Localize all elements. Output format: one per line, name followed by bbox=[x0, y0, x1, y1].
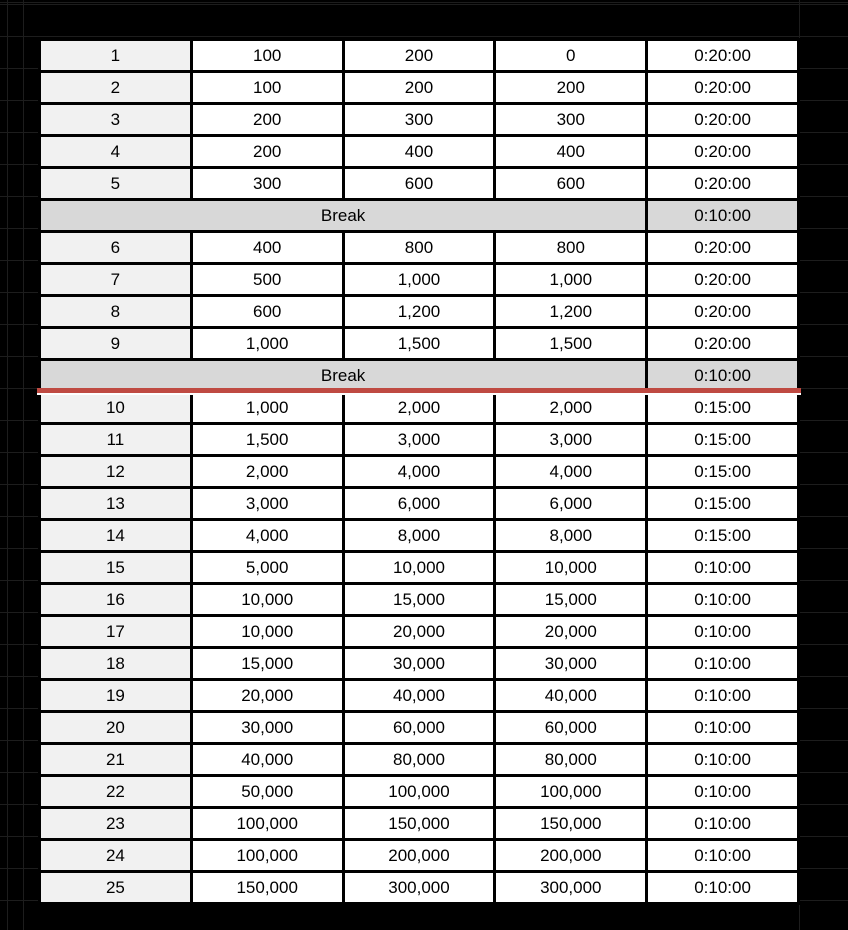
ante-cell[interactable]: 15,000 bbox=[495, 584, 647, 616]
big-blind-cell[interactable]: 300,000 bbox=[343, 872, 495, 904]
ante-cell[interactable]: 40,000 bbox=[495, 680, 647, 712]
background-gridline bbox=[23, 0, 24, 930]
small-blind-cell[interactable]: 10,000 bbox=[191, 616, 343, 648]
ante-cell[interactable]: 80,000 bbox=[495, 744, 647, 776]
duration-cell[interactable]: 0:10:00 bbox=[647, 712, 799, 744]
level-cell[interactable]: 1 bbox=[40, 40, 192, 72]
level-cell[interactable]: 15 bbox=[40, 552, 192, 584]
big-blind-cell[interactable]: 3,000 bbox=[343, 424, 495, 456]
duration-cell[interactable]: 0:10:00 bbox=[647, 840, 799, 872]
level-row bbox=[40, 808, 799, 840]
level-cell[interactable]: 13 bbox=[40, 488, 192, 520]
big-blind-cell[interactable]: 20,000 bbox=[343, 616, 495, 648]
small-blind-cell[interactable]: 150,000 bbox=[191, 872, 343, 904]
big-blind-cell[interactable]: 800 bbox=[343, 232, 495, 264]
level-row bbox=[40, 488, 799, 520]
duration-cell[interactable]: 0:10:00 bbox=[647, 616, 799, 648]
small-blind-cell[interactable]: 200 bbox=[191, 104, 343, 136]
duration-cell[interactable]: 0:15:00 bbox=[647, 424, 799, 456]
small-blind-cell[interactable]: 200 bbox=[191, 136, 343, 168]
duration-cell[interactable]: 0:20:00 bbox=[647, 296, 799, 328]
small-blind-cell[interactable]: 50,000 bbox=[191, 776, 343, 808]
level-row bbox=[40, 744, 799, 776]
small-blind-cell[interactable]: 10,000 bbox=[191, 584, 343, 616]
level-row bbox=[40, 616, 799, 648]
ante-cell[interactable]: 150,000 bbox=[495, 808, 647, 840]
duration-cell[interactable]: 0:10:00 bbox=[647, 552, 799, 584]
level-cell[interactable]: 23 bbox=[40, 808, 192, 840]
ante-cell[interactable]: 2,000 bbox=[495, 392, 647, 424]
duration-cell[interactable]: 0:20:00 bbox=[647, 136, 799, 168]
ante-cell[interactable]: 1,500 bbox=[495, 328, 647, 360]
small-blind-cell[interactable]: 400 bbox=[191, 232, 343, 264]
break-row bbox=[40, 360, 799, 392]
duration-cell[interactable]: 0:20:00 bbox=[647, 328, 799, 360]
level-cell[interactable]: 6 bbox=[40, 232, 192, 264]
level-cell[interactable]: 20 bbox=[40, 712, 192, 744]
small-blind-cell[interactable]: 40,000 bbox=[191, 744, 343, 776]
small-blind-cell[interactable]: 500 bbox=[191, 264, 343, 296]
background-gridline bbox=[7, 0, 8, 930]
break-duration-cell[interactable]: 0:10:00 bbox=[647, 200, 799, 232]
ante-cell[interactable]: 100,000 bbox=[495, 776, 647, 808]
duration-cell[interactable]: 0:20:00 bbox=[647, 40, 799, 72]
small-blind-cell[interactable]: 100 bbox=[191, 40, 343, 72]
big-blind-cell[interactable]: 1,200 bbox=[343, 296, 495, 328]
duration-cell[interactable]: 0:15:00 bbox=[647, 488, 799, 520]
level-cell[interactable]: 2 bbox=[40, 72, 192, 104]
level-row bbox=[40, 328, 799, 360]
ante-cell[interactable]: 8,000 bbox=[495, 520, 647, 552]
small-blind-cell[interactable]: 600 bbox=[191, 296, 343, 328]
small-blind-cell[interactable]: 5,000 bbox=[191, 552, 343, 584]
ante-cell[interactable]: 6,000 bbox=[495, 488, 647, 520]
ante-cell[interactable]: 1,200 bbox=[495, 296, 647, 328]
level-row bbox=[40, 456, 799, 488]
small-blind-cell[interactable]: 30,000 bbox=[191, 712, 343, 744]
small-blind-cell[interactable]: 4,000 bbox=[191, 520, 343, 552]
level-row bbox=[40, 264, 799, 296]
duration-cell[interactable]: 0:15:00 bbox=[647, 392, 799, 424]
ante-cell[interactable]: 10,000 bbox=[495, 552, 647, 584]
ante-cell[interactable]: 1,000 bbox=[495, 264, 647, 296]
big-blind-cell[interactable]: 60,000 bbox=[343, 712, 495, 744]
level-row bbox=[40, 424, 799, 456]
duration-cell[interactable]: 0:20:00 bbox=[647, 72, 799, 104]
level-cell[interactable]: 10 bbox=[40, 392, 192, 424]
ante-cell[interactable]: 400 bbox=[495, 136, 647, 168]
level-row bbox=[40, 840, 799, 872]
small-blind-cell[interactable]: 15,000 bbox=[191, 648, 343, 680]
big-blind-cell[interactable]: 400 bbox=[343, 136, 495, 168]
ante-cell[interactable]: 200 bbox=[495, 72, 647, 104]
duration-cell[interactable]: 0:10:00 bbox=[647, 744, 799, 776]
level-row bbox=[40, 520, 799, 552]
level-cell[interactable]: 9 bbox=[40, 328, 192, 360]
small-blind-cell[interactable]: 300 bbox=[191, 168, 343, 200]
level-cell[interactable]: 14 bbox=[40, 520, 192, 552]
duration-cell[interactable]: 0:10:00 bbox=[647, 584, 799, 616]
level-cell[interactable]: 4 bbox=[40, 136, 192, 168]
level-cell[interactable]: 24 bbox=[40, 840, 192, 872]
current-level-marker-line bbox=[37, 388, 801, 395]
big-blind-cell[interactable]: 1,500 bbox=[343, 328, 495, 360]
level-cell[interactable]: 22 bbox=[40, 776, 192, 808]
big-blind-cell[interactable]: 200 bbox=[343, 40, 495, 72]
big-blind-cell[interactable]: 10,000 bbox=[343, 552, 495, 584]
duration-cell[interactable]: 0:20:00 bbox=[647, 104, 799, 136]
break-row bbox=[40, 200, 799, 232]
small-blind-cell[interactable]: 1,500 bbox=[191, 424, 343, 456]
level-cell[interactable]: 21 bbox=[40, 744, 192, 776]
big-blind-cell[interactable]: 15,000 bbox=[343, 584, 495, 616]
level-row bbox=[40, 136, 799, 168]
small-blind-cell[interactable]: 2,000 bbox=[191, 456, 343, 488]
level-row bbox=[40, 168, 799, 200]
level-row bbox=[40, 72, 799, 104]
level-cell[interactable]: 7 bbox=[40, 264, 192, 296]
duration-cell[interactable]: 0:15:00 bbox=[647, 456, 799, 488]
level-cell[interactable]: 5 bbox=[40, 168, 192, 200]
ante-cell[interactable]: 300 bbox=[495, 104, 647, 136]
duration-cell[interactable]: 0:10:00 bbox=[647, 776, 799, 808]
level-cell[interactable]: 25 bbox=[40, 872, 192, 904]
level-row bbox=[40, 680, 799, 712]
level-cell[interactable]: 11 bbox=[40, 424, 192, 456]
ante-cell[interactable]: 60,000 bbox=[495, 712, 647, 744]
level-cell[interactable]: 17 bbox=[40, 616, 192, 648]
big-blind-cell[interactable]: 1,000 bbox=[343, 264, 495, 296]
big-blind-cell[interactable]: 200 bbox=[343, 72, 495, 104]
level-row bbox=[40, 104, 799, 136]
break-duration-cell[interactable]: 0:10:00 bbox=[647, 360, 799, 392]
level-row bbox=[40, 40, 799, 72]
duration-cell[interactable]: 0:10:00 bbox=[647, 808, 799, 840]
big-blind-cell[interactable]: 200,000 bbox=[343, 840, 495, 872]
level-row bbox=[40, 232, 799, 264]
ante-cell[interactable]: 300,000 bbox=[495, 872, 647, 904]
ante-cell[interactable]: 600 bbox=[495, 168, 647, 200]
ante-cell[interactable]: 800 bbox=[495, 232, 647, 264]
level-row bbox=[40, 392, 799, 424]
level-cell[interactable]: 12 bbox=[40, 456, 192, 488]
blind-structure-table bbox=[38, 38, 800, 905]
duration-cell[interactable]: 0:10:00 bbox=[647, 648, 799, 680]
level-cell[interactable]: 16 bbox=[40, 584, 192, 616]
level-row bbox=[40, 872, 799, 904]
ante-cell[interactable]: 3,000 bbox=[495, 424, 647, 456]
big-blind-cell[interactable]: 30,000 bbox=[343, 648, 495, 680]
level-row bbox=[40, 584, 799, 616]
level-row bbox=[40, 648, 799, 680]
ante-cell[interactable]: 0 bbox=[495, 40, 647, 72]
small-blind-cell[interactable]: 1,000 bbox=[191, 328, 343, 360]
big-blind-cell[interactable]: 4,000 bbox=[343, 456, 495, 488]
ante-cell[interactable]: 20,000 bbox=[495, 616, 647, 648]
ante-cell[interactable]: 30,000 bbox=[495, 648, 647, 680]
big-blind-cell[interactable]: 80,000 bbox=[343, 744, 495, 776]
level-row bbox=[40, 776, 799, 808]
small-blind-cell[interactable]: 3,000 bbox=[191, 488, 343, 520]
big-blind-cell[interactable]: 6,000 bbox=[343, 488, 495, 520]
duration-cell[interactable]: 0:20:00 bbox=[647, 232, 799, 264]
ante-cell[interactable]: 200,000 bbox=[495, 840, 647, 872]
small-blind-cell[interactable]: 100,000 bbox=[191, 840, 343, 872]
duration-cell[interactable]: 0:20:00 bbox=[647, 264, 799, 296]
duration-cell[interactable]: 0:20:00 bbox=[647, 168, 799, 200]
small-blind-cell[interactable]: 100 bbox=[191, 72, 343, 104]
big-blind-cell[interactable]: 2,000 bbox=[343, 392, 495, 424]
small-blind-cell[interactable]: 20,000 bbox=[191, 680, 343, 712]
ante-cell[interactable]: 4,000 bbox=[495, 456, 647, 488]
big-blind-cell[interactable]: 600 bbox=[343, 168, 495, 200]
level-row bbox=[40, 712, 799, 744]
level-cell[interactable]: 18 bbox=[40, 648, 192, 680]
break-label-cell[interactable]: Break bbox=[40, 360, 647, 392]
level-row bbox=[40, 296, 799, 328]
big-blind-cell[interactable]: 8,000 bbox=[343, 520, 495, 552]
small-blind-cell[interactable]: 1,000 bbox=[191, 392, 343, 424]
duration-cell[interactable]: 0:10:00 bbox=[647, 680, 799, 712]
level-cell[interactable]: 19 bbox=[40, 680, 192, 712]
break-label-cell[interactable]: Break bbox=[40, 200, 647, 232]
duration-cell[interactable]: 0:15:00 bbox=[647, 520, 799, 552]
big-blind-cell[interactable]: 150,000 bbox=[343, 808, 495, 840]
level-cell[interactable]: 3 bbox=[40, 104, 192, 136]
big-blind-cell[interactable]: 100,000 bbox=[343, 776, 495, 808]
big-blind-cell[interactable]: 40,000 bbox=[343, 680, 495, 712]
big-blind-cell[interactable]: 300 bbox=[343, 104, 495, 136]
duration-cell[interactable]: 0:10:00 bbox=[647, 872, 799, 904]
level-row bbox=[40, 552, 799, 584]
small-blind-cell[interactable]: 100,000 bbox=[191, 808, 343, 840]
level-cell[interactable]: 8 bbox=[40, 296, 192, 328]
